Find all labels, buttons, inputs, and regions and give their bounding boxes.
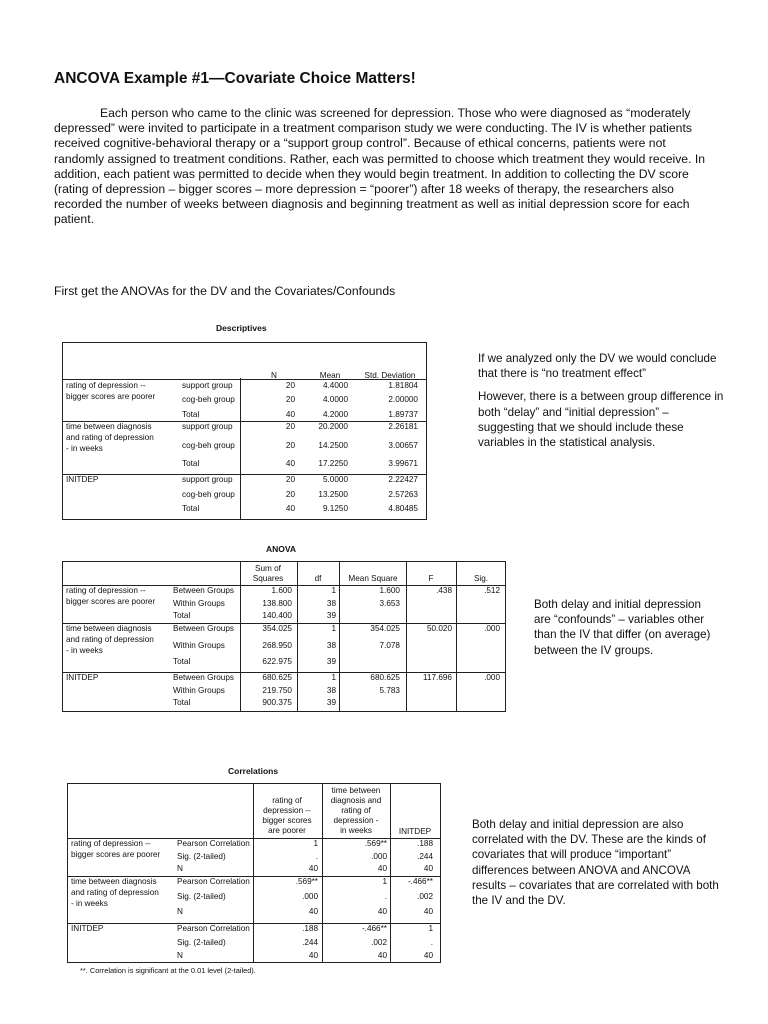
header-time-between-diagnosis: time between xyxy=(331,786,381,795)
statistic-label: N xyxy=(177,951,183,960)
row-label: - in weeks xyxy=(66,444,103,453)
row-label: and rating of depression xyxy=(71,888,159,897)
cell-initdep: -.466** xyxy=(407,877,433,886)
group-label: support group xyxy=(182,475,233,484)
cell-rating-of-depression: .188 xyxy=(302,924,318,933)
cell-sig: .512 xyxy=(484,586,500,595)
header-n: N xyxy=(271,371,277,380)
group-label: Total xyxy=(182,410,200,419)
cell-std-deviation: 1.81804 xyxy=(388,381,418,390)
note-correlations-text: Both delay and initial depression are also correlated with the DV. These are the kinds of covariates that will produce “important” differences between ANOVA and ANCOVA results – covariates that are correlated with both the IV and the DV. xyxy=(472,818,719,908)
descriptives-caption: Descriptives xyxy=(216,323,267,333)
cell-mean: 14.2500 xyxy=(318,441,348,450)
cell-sum-of-squares: 1.600 xyxy=(271,586,292,595)
cell-sig: .000 xyxy=(484,624,500,633)
col-divider xyxy=(297,561,298,712)
cell-df: 38 xyxy=(326,599,336,608)
header-time-between-diagnosis: in weeks xyxy=(340,826,372,835)
cell-mean: 4.2000 xyxy=(322,410,348,419)
source-label: Between Groups xyxy=(173,586,234,595)
cell-mean: 20.2000 xyxy=(318,422,348,431)
row-label: bigger scores are poorer xyxy=(66,392,156,401)
header-sig: Sig. xyxy=(473,574,489,583)
cell-df: 38 xyxy=(326,641,336,650)
group-label: cog-beh group xyxy=(182,395,235,404)
row-label: time between diagnosis xyxy=(71,877,157,886)
cell-n: 20 xyxy=(285,441,295,450)
statistic-label: Sig. (2-tailed) xyxy=(177,938,226,947)
header-time-between-diagnosis: depression - xyxy=(333,816,379,825)
cell-std-deviation: 3.99671 xyxy=(388,459,418,468)
source-label: Total xyxy=(173,698,191,707)
cell-rating-of-depression: .000 xyxy=(302,892,318,901)
cell-mean: 13.2500 xyxy=(318,490,348,499)
cell-rating-of-depression: 40 xyxy=(308,864,318,873)
cell-f: 50.020 xyxy=(426,624,452,633)
cell-std-deviation: 2.26181 xyxy=(388,422,418,431)
cell-n: 40 xyxy=(285,459,295,468)
note-confounds xyxy=(534,597,714,666)
cell-time-between-diagnosis: 1 xyxy=(382,877,387,886)
header-rating-of-depression: bigger scores xyxy=(262,816,312,825)
note-descriptives xyxy=(478,351,728,458)
cell-mean: 9.1250 xyxy=(322,504,348,513)
note-no-treatment-effect: If we analyzed only the DV we would conclude that there is “no treatment effect” xyxy=(478,352,717,381)
cell-mean-square: 7.078 xyxy=(379,641,400,650)
cell-initdep: . xyxy=(430,938,433,947)
group-label: cog-beh group xyxy=(182,441,235,450)
header-time-between-diagnosis: rating of xyxy=(341,806,371,815)
row-label: - in weeks xyxy=(71,899,108,908)
cell-time-between-diagnosis: 40 xyxy=(377,907,387,916)
source-label: Total xyxy=(173,657,191,666)
row-label: INITDEP xyxy=(66,673,99,682)
cell-time-between-diagnosis: .002 xyxy=(371,938,387,947)
correlations-table xyxy=(67,783,441,963)
source-label: Between Groups xyxy=(173,673,234,682)
cell-sum-of-squares: 680.625 xyxy=(262,673,292,682)
statistic-label: N xyxy=(177,864,183,873)
cell-df: 38 xyxy=(326,686,336,695)
group-label: support group xyxy=(182,381,233,390)
cell-initdep: .244 xyxy=(417,852,433,861)
cell-df: 39 xyxy=(326,611,336,620)
cell-sum-of-squares: 138.800 xyxy=(262,599,292,608)
cell-mean-square: 3.653 xyxy=(379,599,400,608)
statistic-label: Sig. (2-tailed) xyxy=(177,892,226,901)
cell-sum-of-squares: 268.950 xyxy=(262,641,292,650)
row-label: and rating of depression xyxy=(66,635,154,644)
cell-df: 1 xyxy=(331,673,336,682)
cell-initdep: 40 xyxy=(423,864,433,873)
note-confounds-text: Both delay and initial depression are “confounds” – variables other than the IV that differ (on average) between the IV groups. xyxy=(534,598,711,657)
descriptives-table xyxy=(62,342,427,520)
cell-initdep: 1 xyxy=(428,924,433,933)
header-std-deviation: Std. Deviation xyxy=(364,371,416,380)
cell-n: 40 xyxy=(285,410,295,419)
cell-std-deviation: 4.80485 xyxy=(388,504,418,513)
note-correlations xyxy=(472,817,722,916)
cell-std-deviation: 3.00657 xyxy=(388,441,418,450)
cell-mean: 4.4000 xyxy=(322,381,348,390)
header-f: F xyxy=(428,574,434,583)
group-label: Total xyxy=(182,504,200,513)
cell-mean-square: 680.625 xyxy=(370,673,400,682)
correlation-footnote: **. Correlation is significant at the 0.01 level (2-tailed). xyxy=(80,966,256,975)
row-label: time between diagnosis xyxy=(66,624,152,633)
cell-rating-of-depression: .244 xyxy=(302,938,318,947)
col-divider xyxy=(406,561,407,712)
cell-n: 20 xyxy=(285,395,295,404)
cell-rating-of-depression: 1 xyxy=(313,839,318,848)
row-label: - in weeks xyxy=(66,646,103,655)
note-between-group-difference: However, there is a between group difference in both “delay” and “initial depression” – suggesting that we should include these variables in the statistical analysis. xyxy=(478,390,724,450)
cell-mean-square: 5.783 xyxy=(379,686,400,695)
cell-sig: .000 xyxy=(484,673,500,682)
cell-time-between-diagnosis: 40 xyxy=(377,864,387,873)
row-label: time between diagnosis xyxy=(66,422,152,431)
row-label: INITDEP xyxy=(71,924,104,933)
anova-table xyxy=(62,561,506,712)
cell-sum-of-squares: 140.400 xyxy=(262,611,292,620)
cell-f: .438 xyxy=(436,586,452,595)
header-df: df xyxy=(314,574,322,583)
source-label: Within Groups xyxy=(173,641,225,650)
header-rating-of-depression: depression -- xyxy=(263,806,311,815)
cell-mean: 4.0000 xyxy=(322,395,348,404)
cell-rating-of-depression: .569** xyxy=(295,877,318,886)
section-subheading: First get the ANOVAs for the DV and the Covariates/Confounds xyxy=(54,284,396,298)
header-mean: Mean xyxy=(319,371,341,380)
cell-rating-of-depression: 40 xyxy=(308,951,318,960)
cell-time-between-diagnosis: -.466** xyxy=(361,924,387,933)
cell-std-deviation: 1.89737 xyxy=(388,410,418,419)
cell-mean: 5.0000 xyxy=(322,475,348,484)
cell-rating-of-depression: 40 xyxy=(308,907,318,916)
cell-rating-of-depression: . xyxy=(315,852,318,861)
row-divider xyxy=(62,379,427,380)
cell-time-between-diagnosis: .569** xyxy=(364,839,387,848)
row-label: rating of depression -- xyxy=(66,381,146,390)
cell-time-between-diagnosis: 40 xyxy=(377,951,387,960)
source-label: Within Groups xyxy=(173,686,225,695)
cell-std-deviation: 2.57263 xyxy=(388,490,418,499)
cell-n: 20 xyxy=(285,475,295,484)
source-label: Within Groups xyxy=(173,599,225,608)
group-label: Total xyxy=(182,459,200,468)
source-label: Between Groups xyxy=(173,624,234,633)
cell-f: 117.696 xyxy=(423,673,452,682)
cell-sum-of-squares: 219.750 xyxy=(262,686,292,695)
group-label: cog-beh group xyxy=(182,490,235,499)
correlations-caption: Correlations xyxy=(228,766,279,776)
cell-time-between-diagnosis: . xyxy=(384,892,387,901)
cell-mean-square: 1.600 xyxy=(379,586,400,595)
header-initdep: INITDEP xyxy=(398,827,432,836)
header-rating-of-depression: are poorer xyxy=(268,826,306,835)
cell-df: 39 xyxy=(326,698,336,707)
cell-sum-of-squares: 900.375 xyxy=(262,698,292,707)
row-label: and rating of depression xyxy=(66,433,154,442)
cell-df: 39 xyxy=(326,657,336,666)
cell-sum-of-squares: 622.975 xyxy=(262,657,292,666)
cell-initdep: .002 xyxy=(417,892,433,901)
cell-sum-of-squares: 354.025 xyxy=(262,624,292,633)
cell-n: 20 xyxy=(285,381,295,390)
row-label: rating of depression -- xyxy=(66,586,146,595)
cell-mean-square: 354.025 xyxy=(370,624,400,633)
cell-mean: 17.2250 xyxy=(318,459,348,468)
header-sum-of: Sum of xyxy=(255,564,281,573)
cell-time-between-diagnosis: .000 xyxy=(371,852,387,861)
cell-df: 1 xyxy=(331,624,336,633)
statistic-label: Sig. (2-tailed) xyxy=(177,852,226,861)
row-label: INITDEP xyxy=(66,475,99,484)
header-mean-square: Mean Square xyxy=(348,574,398,583)
statistic-label: N xyxy=(177,907,183,916)
col-divider xyxy=(240,378,241,520)
page-title: ANCOVA Example #1—Covariate Choice Matters! xyxy=(54,70,416,87)
row-label: bigger scores are poorer xyxy=(66,597,156,606)
col-divider xyxy=(390,783,391,963)
anova-caption: ANOVA xyxy=(266,544,297,554)
col-divider xyxy=(240,561,241,712)
cell-initdep: 40 xyxy=(423,907,433,916)
header-rating-of-depression: rating of xyxy=(272,796,302,805)
cell-n: 40 xyxy=(285,504,295,513)
statistic-label: Pearson Correlation xyxy=(177,877,250,886)
header-squares: Squares xyxy=(252,574,284,583)
cell-df: 1 xyxy=(331,586,336,595)
cell-n: 20 xyxy=(285,490,295,499)
cell-std-deviation: 2.22427 xyxy=(388,475,418,484)
statistic-label: Pearson Correlation xyxy=(177,839,250,848)
cell-n: 20 xyxy=(285,422,295,431)
row-label: bigger scores are poorer xyxy=(71,850,161,859)
source-label: Total xyxy=(173,611,191,620)
statistic-label: Pearson Correlation xyxy=(177,924,250,933)
intro-text: Each person who came to the clinic was screened for depression. Those who were diagnosed as “moderately depressed” were invited to participate in a treatment comparison study we were conducting. The IV is whether patients received cognitive-behavioral therapy or a “support group control”. Because of ethical concerns, patients were not randomly assigned to treatment conditions. Rather, each was permitted to choose which treatment they would receive. In addition, each patient was permitted to decide when they would begin treatment. In addition to collecting the DV score (rating of depression – bigger scores – more depression = “poorer”) after 18 weeks of therapy, the researchers also recorded the number of weeks between diagnosis and beginning treatment as well as initial depression score for each patient. xyxy=(54,106,706,227)
col-divider xyxy=(456,561,457,712)
group-label: support group xyxy=(182,422,233,431)
cell-initdep: 40 xyxy=(423,951,433,960)
intro-paragraph xyxy=(54,106,714,228)
row-label: rating of depression -- xyxy=(71,839,151,848)
cell-std-deviation: 2.00000 xyxy=(388,395,418,404)
cell-initdep: .188 xyxy=(417,839,433,848)
header-time-between-diagnosis: diagnosis and xyxy=(330,796,382,805)
